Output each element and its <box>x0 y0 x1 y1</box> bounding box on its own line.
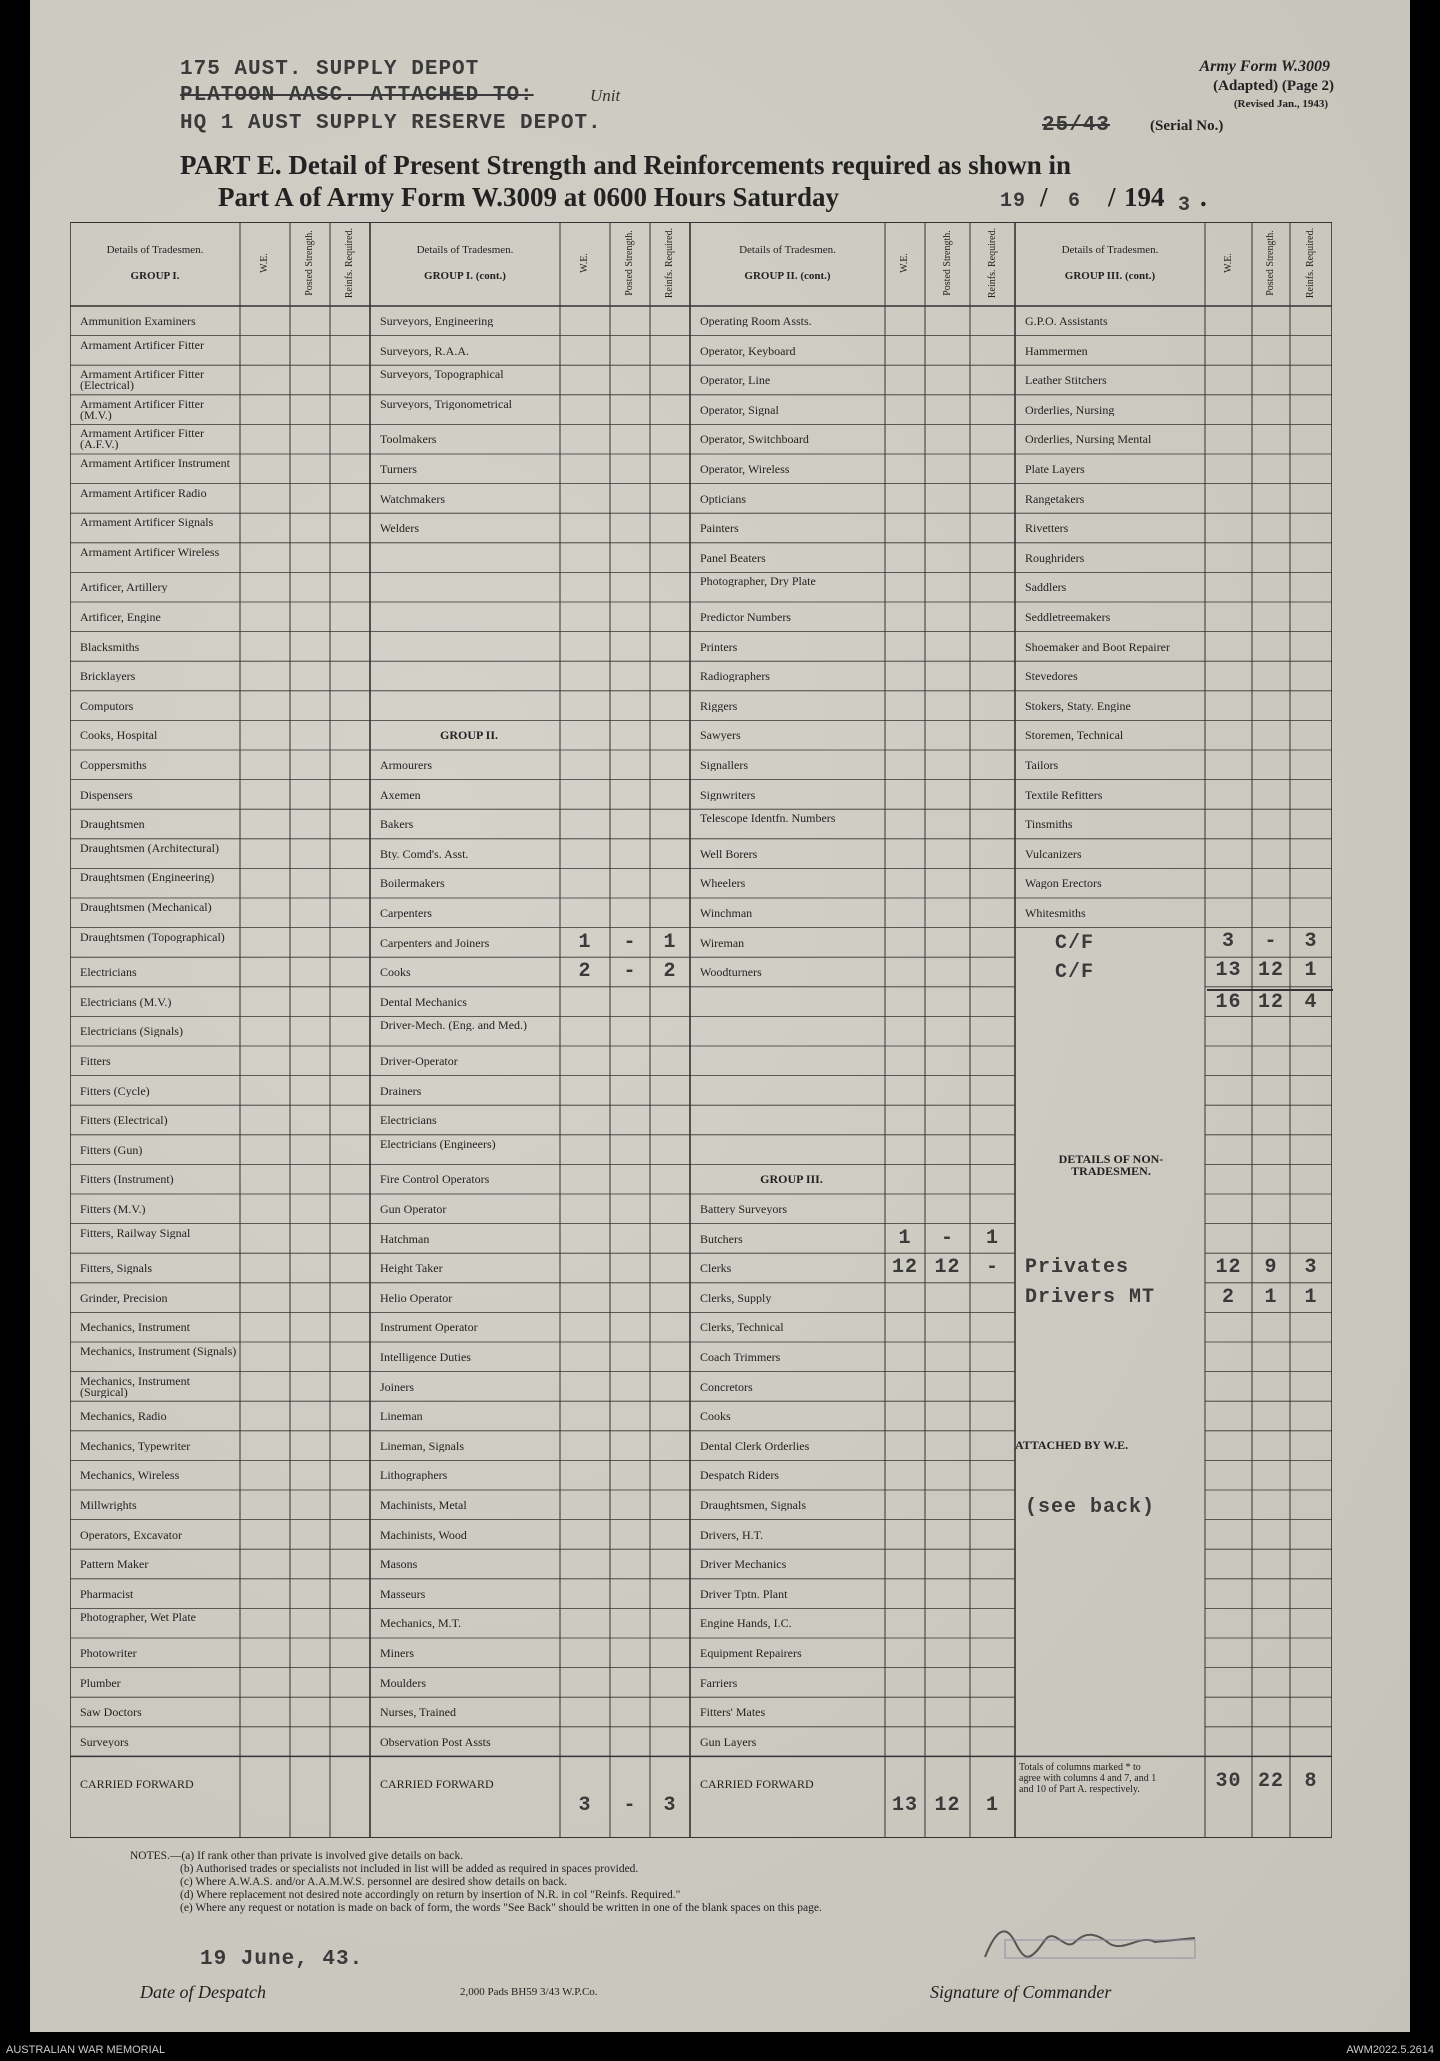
trade-label: Artificer, Artillery <box>80 581 168 594</box>
trade-label: Masons <box>380 1558 418 1571</box>
trade-label: Rangetakers <box>1025 492 1085 505</box>
despatch-label: Date of Despatch <box>140 1982 266 2002</box>
unit-name-line1: 175 AUST. SUPPLY DEPOT <box>180 58 480 81</box>
trade-label: Drainers <box>380 1084 422 1097</box>
trade-label: Orderlies, Nursing <box>1025 403 1115 416</box>
trade-label: Coach Trimmers <box>700 1351 781 1363</box>
trade-label: Watchmakers <box>380 492 446 505</box>
trade-label: Millwrights <box>80 1499 137 1511</box>
date-slash: / <box>1108 182 1116 212</box>
form-id: Army Form W.3009 <box>1199 58 1330 75</box>
carried-forward-reinf: 3 <box>663 1794 677 1818</box>
trade-label: Painters <box>700 522 739 535</box>
notes-block <box>130 1850 1280 1915</box>
trade-label: Electricians (M.V.) <box>80 995 172 1008</box>
trade-label: Operator, Switchboard <box>700 433 809 446</box>
date-day: 19 <box>1000 190 1027 213</box>
trade-label: Photographer, Dry Plate <box>700 576 816 588</box>
trade-label: Driver Tptn. Plant <box>700 1587 788 1600</box>
trade-label: Armament Artificer Signals <box>80 517 214 529</box>
trade-label: Grinder, Precision <box>80 1291 168 1304</box>
entry-we: 12 <box>891 1256 918 1280</box>
trade-label: Sawyers <box>700 729 741 742</box>
signature-label: Signature of Commander <box>930 1982 1112 2002</box>
carried-forward-posted: - <box>623 1794 637 1818</box>
group-heading: GROUP III. <box>760 1173 823 1186</box>
entry-reinf: 1 <box>663 930 677 954</box>
trade-label: Mechanics, Wireless <box>80 1469 180 1482</box>
trade-label: Storemen, Technical <box>1025 729 1124 742</box>
entry-reinf: - <box>985 1256 999 1280</box>
serial-label: (Serial No.) <box>1150 118 1224 134</box>
header-group: GROUP III. (cont.) <box>1064 270 1156 282</box>
trade-label: Gun Layers <box>700 1735 757 1748</box>
entry-posted: 12 <box>934 1256 961 1280</box>
cf-entry-posted: - <box>1264 929 1278 953</box>
header-details: Details of Tradesmen. <box>106 244 204 256</box>
cf-entry-reinf: 4 <box>1289 989 1333 1014</box>
carried-forward-we: 13 <box>891 1794 918 1818</box>
trade-label: Draughtsmen (Architectural) <box>80 842 219 854</box>
trade-label: Opticians <box>700 492 746 505</box>
trade-label: Surveyors, Trigonometrical <box>380 398 512 410</box>
trade-label: Welders <box>380 522 420 535</box>
cf-entry-we: 13 <box>1215 959 1242 983</box>
trade-label: Driver-Operator <box>380 1055 458 1067</box>
trade-label: Axemen <box>380 788 421 801</box>
trade-label: Fitters' Mates <box>700 1706 766 1719</box>
entry-we: 2 <box>578 960 592 984</box>
trade-label: Woodturners <box>700 966 762 979</box>
header-reinfs: Reinfs. Required. <box>344 227 355 299</box>
commander-signature <box>975 1912 1205 1972</box>
trade-label: Clerks, Supply <box>700 1291 772 1304</box>
note-line: (e) Where any request or notation is made on back of form, the words "See Back" should be written in one of the blank spaces on this page. <box>180 1902 822 1914</box>
trade-label: Farriers <box>700 1676 738 1689</box>
cf-entry-we: 3 <box>1221 929 1235 953</box>
form-page <box>30 0 1410 2032</box>
trade-label: Orderlies, Nursing Mental <box>1025 433 1152 446</box>
trade-label: Draughtsmen (Topographical) <box>80 931 225 943</box>
trade-label: Saw Doctors <box>80 1706 142 1719</box>
cf-label: C/F <box>1055 931 1095 955</box>
unit-name-line2: PLATOON AASC. ATTACHED TO: <box>180 84 534 107</box>
trade-label: Vulcanizers <box>1025 847 1082 860</box>
trade-label: Bricklayers <box>80 670 136 683</box>
see-back-note: (see back) <box>1025 1496 1156 1519</box>
trade-label: Radiographers <box>700 670 770 683</box>
cf-label: C/F <box>1055 961 1095 985</box>
trade-label: Carpenters and Joiners <box>380 936 490 949</box>
header-posted: Posted Strength. <box>1265 230 1276 296</box>
trade-label: Driver Mechanics <box>700 1558 787 1571</box>
trade-label: Operating Room Assts. <box>700 315 812 327</box>
trade-label: Bty. Comd's. Asst. <box>380 847 469 860</box>
header-we: W.E. <box>899 253 910 273</box>
trade-label: Operators, Excavator <box>80 1528 182 1541</box>
header-details: Details of Tradesmen. <box>739 244 836 256</box>
trade-label: Operator, Line <box>700 374 771 387</box>
footer-archive-label: AUSTRALIAN WAR MEMORIAL <box>6 2044 166 2056</box>
trade-label: Stokers, Staty. Engine <box>1025 699 1131 712</box>
trade-label: Machinists, Wood <box>380 1528 467 1541</box>
unit-label: Unit <box>590 86 621 105</box>
trade-label: Operator, Wireless <box>700 463 790 475</box>
trade-label: Artificer, Engine <box>80 611 161 623</box>
privates-reinf: 3 <box>1304 1256 1318 1280</box>
group-heading: GROUP II. <box>439 729 498 742</box>
privates-label: Privates <box>1025 1256 1130 1280</box>
trade-label: Joiners <box>380 1380 414 1393</box>
header-we: W.E. <box>1222 253 1234 273</box>
trade-label: Surveyors, Engineering <box>380 315 494 327</box>
carried-forward-label: CARRIED FORWARD <box>700 1778 814 1791</box>
trade-label: Stevedores <box>1025 670 1078 683</box>
trade-label: Computors <box>80 699 134 712</box>
cf-entry-posted: 12 <box>1249 989 1293 1014</box>
carried-forward-label: CARRIED FORWARD <box>380 1778 494 1791</box>
trade-label: Surveyors <box>80 1735 129 1748</box>
trade-label: Miners <box>380 1647 414 1659</box>
trade-label: Leather Stitchers <box>1025 374 1107 387</box>
drivers-posted: 1 <box>1264 1285 1278 1309</box>
trade-label: Armament Artificer Fitter (A.F.V.) <box>80 428 204 451</box>
trade-label: Electricians <box>80 966 137 979</box>
trade-label: Operator, Signal <box>700 403 779 416</box>
trade-label: Shoemaker and Boot Repairer <box>1025 640 1170 653</box>
date-month: 6 <box>1068 190 1082 213</box>
drivers-reinf: 1 <box>1304 1285 1318 1309</box>
form-revised: (Revised Jan., 1943) <box>1233 98 1328 110</box>
trade-label: Operator, Keyboard <box>700 344 796 357</box>
trade-label: Mechanics, Instrument (Signals) <box>80 1346 237 1357</box>
cf-entry-we: 16 <box>1207 989 1251 1014</box>
totals-note: Totals of columns marked * to agree with columns 4 and 7, and 1 and 10 of Part A. respectively. <box>1019 1762 1157 1796</box>
part-title-line2: Part A of Army Form W.3009 at 0600 Hours Saturday <box>218 182 839 212</box>
trade-label: Lineman, Signals <box>380 1439 464 1452</box>
header-details: Details of Tradesmen. <box>416 244 514 256</box>
trade-label: Intelligence Duties <box>380 1351 471 1363</box>
trade-label: Carpenters <box>380 907 432 919</box>
trade-label: Wireman <box>700 936 745 949</box>
drivers-label: Drivers MT <box>1025 1285 1156 1309</box>
trade-label: Electricians <box>380 1114 437 1127</box>
footer-catalog-id: AWM2022.5.2614 <box>1346 2044 1434 2056</box>
entry-we: 1 <box>898 1226 912 1250</box>
carried-forward-posted: 12 <box>934 1794 961 1818</box>
attached-label: ATTACHED BY W.E. <box>1015 1438 1129 1451</box>
trade-label: Mechanics, M.T. <box>380 1617 462 1630</box>
total-we: 30 <box>1215 1770 1242 1794</box>
trade-label: Cooks <box>380 966 411 979</box>
non-tradesmen-header: DETAILS OF NON-TRADESMEN. <box>1058 1151 1164 1178</box>
total-reinf: 8 <box>1304 1770 1318 1794</box>
trade-label: Signallers <box>700 759 748 771</box>
despatch-date: 19 June, 43. <box>200 1948 364 1971</box>
header-details: Details of Tradesmen. <box>1061 244 1159 256</box>
trade-label: Draughtsmen (Engineering) <box>80 872 215 884</box>
date-year: 194 <box>1124 182 1165 212</box>
trade-label: Nurses, Trained <box>380 1706 457 1719</box>
trade-label: Instrument Operator <box>380 1321 478 1334</box>
header-we: W.E. <box>579 253 590 273</box>
form-adapted: (Adapted) (Page 2) <box>1213 78 1334 94</box>
trade-label: Equipment Repairers <box>700 1647 802 1659</box>
trade-label: Drivers, H.T. <box>700 1528 764 1541</box>
trade-label: Height Taker <box>380 1262 443 1275</box>
trade-label: Well Borers <box>700 847 758 860</box>
trade-label: Butchers <box>700 1232 743 1245</box>
trade-label: Fitters (Instrument) <box>80 1173 174 1186</box>
trade-label: Despatch Riders <box>700 1469 779 1482</box>
trade-label: Turners <box>380 463 417 475</box>
trade-label: Draughtsmen <box>80 818 145 831</box>
trade-label: Printers <box>700 640 738 653</box>
trade-label: Telescope Identfn. Numbers <box>700 813 836 825</box>
trade-label: Armament Artificer Fitter (M.V.) <box>80 398 204 421</box>
serial-number: 25/43 <box>1042 114 1111 137</box>
trade-label: Armament Artificer Radio <box>80 487 207 499</box>
header-posted: Posted Strength. <box>304 230 315 296</box>
trade-label: Driver-Mech. (Eng. and Med.) <box>380 1020 528 1032</box>
date-dot: . <box>1200 182 1207 212</box>
trade-label: Surveyors, R.A.A. <box>380 344 469 357</box>
trade-label: Riggers <box>700 699 738 712</box>
trade-label: Electricians (Engineers) <box>380 1138 496 1150</box>
trade-label: Bakers <box>380 818 414 831</box>
trade-label: Hammermen <box>1025 344 1088 357</box>
header-reinfs: Reinfs. Required. <box>1305 227 1316 299</box>
cf-entry-posted: 12 <box>1257 959 1284 983</box>
trade-label: Clerks <box>700 1262 732 1275</box>
date-year-digit: 3 <box>1178 194 1192 217</box>
trade-label: Mechanics, Instrument <box>80 1321 190 1334</box>
header-we: W.E. <box>259 253 270 273</box>
part-title: PART E. Detail of Present Strength and Reinforcements required as shown in <box>180 150 1072 180</box>
trade-label: Whitesmiths <box>1025 907 1086 919</box>
trade-label: Signwriters <box>700 788 756 801</box>
trade-label: Plumber <box>80 1676 121 1689</box>
trade-label: Engine Hands, I.C. <box>700 1617 792 1630</box>
trade-label: Saddlers <box>1025 581 1067 594</box>
trade-label: Battery Surveyors <box>700 1203 787 1215</box>
header-posted: Posted Strength. <box>941 230 953 296</box>
date-slash: / <box>1040 182 1048 212</box>
note-line: (b) Authorised trades or specialists not included in list will be added as required in spaces provided. <box>180 1863 639 1875</box>
cf-entry-reinf: 1 <box>1304 959 1318 983</box>
trade-label: Lithographers <box>380 1469 448 1482</box>
header-reinfs: Reinfs. Required. <box>664 227 675 299</box>
header-posted: Posted Strength. <box>624 230 635 296</box>
header-group: GROUP I. (cont.) <box>424 270 506 282</box>
strength-table <box>70 222 1332 1838</box>
entry-posted: - <box>623 960 637 984</box>
trade-label: Mechanics, Typewriter <box>80 1439 191 1452</box>
trade-label: Concretors <box>700 1380 753 1393</box>
trade-label: Pharmacist <box>80 1587 134 1600</box>
trade-label: Ammunition Examiners <box>80 315 196 327</box>
trade-label: Wagon Erectors <box>1025 877 1102 890</box>
trade-label: Masseurs <box>380 1587 426 1600</box>
header-reinfs: Reinfs. Required. <box>986 227 998 299</box>
trade-label: Observation Post Assts <box>380 1735 491 1748</box>
trade-label: Boilermakers <box>380 877 445 890</box>
trade-label: Surveyors, Topographical <box>380 369 504 381</box>
trade-label: Blacksmiths <box>80 640 140 653</box>
carried-forward-reinf: 1 <box>985 1794 999 1818</box>
trade-label: Moulders <box>380 1676 426 1689</box>
trade-label: Fitters (Electrical) <box>80 1114 168 1127</box>
trade-label: Dental Mechanics <box>380 995 467 1008</box>
trade-label: Fire Control Operators <box>380 1173 490 1186</box>
carried-forward-label: CARRIED FORWARD <box>80 1778 194 1791</box>
trade-label: Wheelers <box>700 877 746 890</box>
trade-label: Dispensers <box>80 788 133 801</box>
trade-label: Seddletreemakers <box>1025 611 1111 623</box>
trade-label: Mechanics, Radio <box>80 1410 167 1423</box>
trade-label: Electricians (Signals) <box>80 1025 183 1038</box>
entry-reinf: 2 <box>663 960 677 984</box>
total-posted: 22 <box>1257 1770 1284 1794</box>
trade-label: Draughtsmen, Signals <box>700 1499 806 1511</box>
header-group: GROUP I. <box>130 270 180 282</box>
trade-label: Winchman <box>700 907 753 919</box>
trade-label: Armament Artificer Fitter <box>80 339 204 351</box>
privates-posted: 9 <box>1264 1256 1278 1280</box>
trade-label: Armament Artificer Fitter (Electrical) <box>80 369 204 392</box>
trade-label: Lineman <box>380 1410 423 1423</box>
note-line: (d) Where replacement not desired note accordingly on return by insertion of N.R. in col "Reinfs. Required." <box>180 1889 681 1901</box>
trade-label: Photographer, Wet Plate <box>80 1612 196 1624</box>
trade-label: Roughriders <box>1025 551 1085 564</box>
header-group: GROUP II. (cont.) <box>744 270 831 282</box>
cf-entry-reinf: 3 <box>1304 929 1318 953</box>
printer-line: 2,000 Pads BH59 3/43 W.P.Co. <box>460 1986 598 1998</box>
trade-label: Fitters, Signals <box>80 1262 153 1275</box>
trade-label: Fitters (M.V.) <box>80 1203 146 1215</box>
trade-label: Dental Clerk Orderlies <box>700 1439 810 1452</box>
entry-we: 1 <box>578 930 592 954</box>
note-line: NOTES.—(a) If rank other than private is involved give details on back. <box>130 1850 464 1862</box>
trade-label: Rivetters <box>1025 522 1069 535</box>
note-line: (c) Where A.W.A.S. and/or A.A.M.W.S. personnel are desired show details on back. <box>180 1876 567 1888</box>
trade-label: G.P.O. Assistants <box>1025 315 1108 327</box>
trade-label: Plate Layers <box>1025 463 1085 475</box>
privates-we: 12 <box>1215 1256 1242 1280</box>
trade-label: Tailors <box>1025 759 1059 771</box>
trade-label: Armament Artificer Wireless <box>80 546 220 558</box>
entry-reinf: 1 <box>985 1226 999 1250</box>
trade-label: Cooks <box>700 1410 731 1423</box>
drivers-we: 2 <box>1221 1285 1235 1309</box>
trade-label: Predictor Numbers <box>700 611 791 623</box>
trade-label: Clerks, Technical <box>700 1321 784 1334</box>
trade-label: Hatchman <box>380 1232 430 1245</box>
trade-label: Gun Operator <box>380 1203 447 1215</box>
carried-forward-we: 3 <box>578 1794 592 1818</box>
entry-posted: - <box>940 1226 954 1250</box>
trade-label: Tinsmiths <box>1025 818 1073 831</box>
entry-posted: - <box>623 930 637 954</box>
trade-label: Armament Artificer Instrument <box>80 458 230 469</box>
trade-label: Helio Operator <box>380 1291 453 1304</box>
trade-label: Textile Refitters <box>1025 788 1103 801</box>
trade-label: Cooks, Hospital <box>80 729 158 742</box>
trade-label: Fitters (Cycle) <box>80 1084 150 1097</box>
trade-label: Fitters <box>80 1055 111 1067</box>
trade-label: Toolmakers <box>380 433 437 446</box>
trade-label: Fitters, Railway Signal <box>80 1227 191 1239</box>
trade-label: Draughtsmen (Mechanical) <box>80 902 212 913</box>
trade-label: Machinists, Metal <box>380 1499 467 1511</box>
trade-label: Coppersmiths <box>80 759 147 771</box>
trade-label: Fitters (Gun) <box>80 1143 143 1156</box>
trade-label: Pattern Maker <box>80 1558 149 1571</box>
unit-name-line3: HQ 1 AUST SUPPLY RESERVE DEPOT. <box>180 112 602 135</box>
trade-label: Armourers <box>380 759 432 771</box>
trade-label: Photowriter <box>80 1647 137 1659</box>
trade-label: Mechanics, Instrument (Surgical) <box>80 1375 190 1398</box>
trade-label: Panel Beaters <box>700 551 766 564</box>
